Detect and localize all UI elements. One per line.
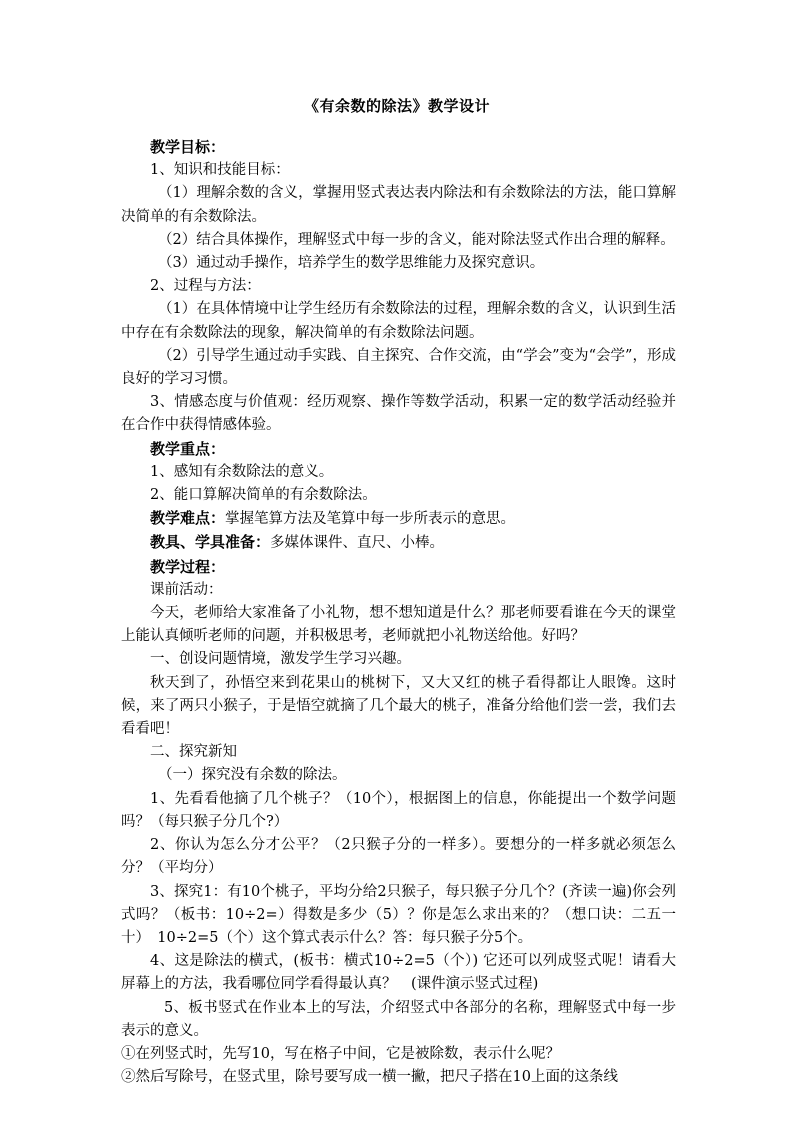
goal-1-2: （2）结合具体操作，理解竖式中每一步的含义，能对除法竖式作出合理的解释。 [158, 231, 675, 248]
step-1-heading: 一、创设问题情境，激发学生学习兴趣。 [150, 651, 411, 668]
teaching-goals-heading: 教学目标： [150, 138, 226, 156]
question-1: 1、先看看他摘了几个桃子？（10个），根据图上的信息，你能提出一个数学问题吗？（每只猴子分几个?） [121, 790, 676, 830]
question-5: 5、板书竖式在作业本上的写法，介绍竖式中各部分的名称，理解竖式中每一步表示的意义。 [121, 999, 676, 1039]
vertical-step-1: ①在列竖式时，先写10，写在格子中间，它是被除数，表示什么呢？ [121, 1045, 560, 1062]
difficulty-text: 掌握笔算方法及笔算中每一步所表示的意思。 [225, 511, 516, 528]
goal-2-2: （2）引导学生通过动手实践、自主探究、合作交流，由“学会”变为“会学”，形成良好的学习习惯。 [121, 347, 676, 388]
teaching-focus-heading: 教学重点： [150, 439, 226, 458]
tools-text: 多媒体课件、直尺、小棒。 [270, 535, 445, 552]
pre-class-text: 今天，老师给大家准备了小礼物，想不想知道是什么？那老师要看谁在今天的课堂上能认真倾听老师的问题，并积极思考，老师就把小礼物送给他。好吗？ [121, 605, 676, 645]
goal-3: 3、情感态度与价值观：经历观察、操作等数学活动，积累一定的数学活动经验并在合作中获得情感体验。 [121, 394, 676, 434]
step-2-sub-1: （一）探究没有余数的除法。 [158, 767, 347, 784]
focus-1: 1、感知有余数除法的意义。 [150, 463, 334, 480]
document-body [121, 136, 676, 1089]
teaching-tools [121, 531, 676, 555]
goal-1-heading: 1、知识和技能目标： [150, 162, 290, 179]
goal-2-heading: 2、过程与方法： [150, 278, 261, 295]
goal-2-1: （1）在具体情境中让学生经历有余数除法的过程，理解余数的含义，认识到生活中存在有余数除法的现象，解决简单的有余数除法问题。 [121, 301, 676, 341]
step-2-heading: 二、探究新知 [150, 744, 237, 761]
teaching-process-heading: 教学过程： [150, 557, 226, 576]
vertical-step-2: ②然后写除号，在竖式里，除号要写成一横一撇，把尺子搭在10上面的这条线 [121, 1069, 618, 1086]
document-title: 《有余数的除法》教学设计 [303, 97, 490, 115]
focus-2: 2、能口算解决简单的有余数除法。 [150, 487, 377, 504]
goal-1-3: （3）通过动手操作，培养学生的数学思维能力及探究意识。 [158, 255, 545, 272]
goal-1-1: （1）理解余数的含义，掌握用竖式表达表内除法和有余数除法的方法，能口算解决简单的有余数除法。 [121, 185, 676, 225]
question-3: 3、探究1：有10个桃子，平均分给2只猴子，每只猴子分几个？(齐读一遍)你会列式吗？（板书：10÷2=）得数是多少（5）？你是怎么求出来的？（想口诀：二五一十） 10÷2=5（个）这个算式表示什么？答：每只猴子分5个。 [121, 883, 676, 946]
teaching-difficulty [121, 507, 676, 531]
difficulty-label: 教学难点： [150, 509, 226, 528]
tools-label: 教具、学具准备： [150, 533, 271, 552]
question-4: 4、这是除法的横式，(板书：横式10÷2=5（个）) 它还可以列成竖式呢！请看大屏幕上的方法，我看哪位同学看得最认真？ (课件演示竖式过程) [121, 953, 676, 993]
step-1-text: 秋天到了，孙悟空来到花果山的桃树下，又大又红的桃子看得都让人眼馋。这时候，来了两只小猴子，于是悟空就摘了几个最大的桃子，准备分给他们尝一尝，我们去看看吧！ [121, 674, 676, 738]
pre-class-heading: 课前活动： [150, 581, 223, 598]
question-2: 2、你认为怎么分才公平？（2只猴子分的一样多）。要想分的一样多就必须怎么分？（平均分） [121, 837, 676, 877]
